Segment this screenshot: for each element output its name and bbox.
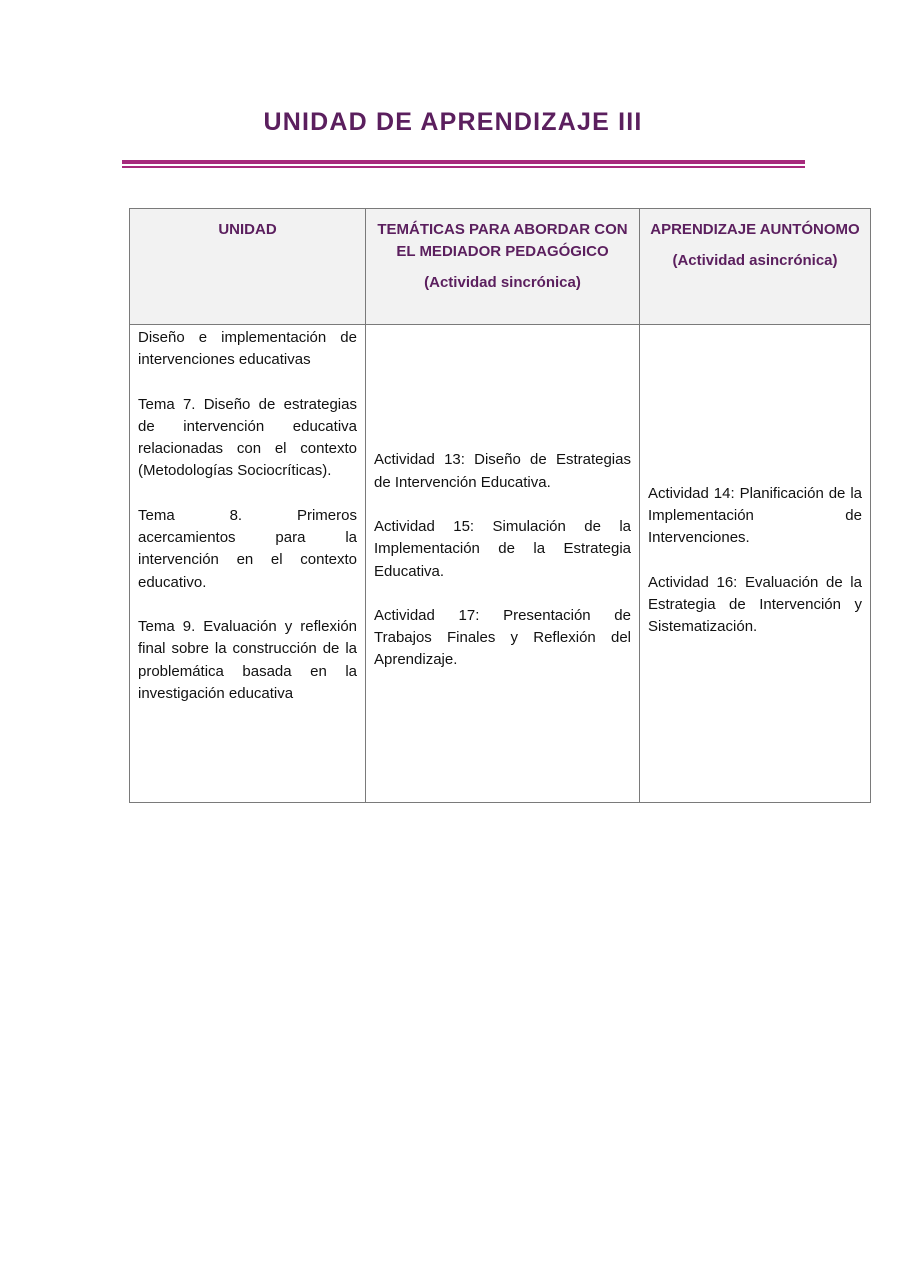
learning-unit-table: [129, 208, 871, 803]
unidad-paragraph: Diseño e implementación de intervenciones educativas: [138, 329, 357, 369]
header-tematicas: [366, 209, 640, 325]
tematicas-paragraph: Actividad 15: Simulación de la Implementación de la Estrategia Educativa.: [374, 517, 631, 580]
header-row: [130, 209, 871, 325]
aprendizaje-paragraph: Actividad 14: Planificación de la Implementación de Intervenciones.: [648, 484, 862, 547]
page-title: UNIDAD DE APRENDIZAJE III: [263, 108, 643, 136]
header-tematicas-subtitle: (Actividad sincrónica): [424, 274, 581, 291]
aprendizaje-paragraph: Actividad 16: Evaluación de la Estrategia de Intervención y Sistematización.: [648, 573, 862, 636]
header-unidad-label: UNIDAD: [218, 221, 277, 238]
table-header: [130, 209, 871, 325]
cell-unidad: [130, 325, 366, 803]
title-rule-thick: [122, 160, 805, 164]
title-rule-thin: [122, 166, 805, 168]
header-aprendizaje-label: APRENDIZAJE AUNTÓNOMO: [650, 221, 860, 238]
table-row: [130, 325, 871, 803]
header-aprendizaje-subtitle: (Actividad asincrónica): [672, 252, 838, 269]
tematicas-paragraph: Actividad 17: Presentación de Trabajos Finales y Reflexión del Aprendizaje.: [374, 606, 631, 669]
unidad-paragraph: Tema 7. Diseño de estrategias de intervención educativa relacionadas con el contexto (Metodologías Sociocríticas).: [138, 395, 357, 480]
header-tematicas-label: TEMÁTICAS PARA ABORDAR CON EL MEDIADOR PEDAGÓGICO: [377, 221, 628, 260]
table-body: [130, 325, 871, 803]
cell-tematicas: [366, 325, 640, 803]
header-unidad: [130, 209, 366, 325]
tematicas-paragraph: Actividad 13: Diseño de Estrategias de Intervención Educativa.: [374, 451, 631, 491]
unidad-paragraph: Tema 9. Evaluación y reflexión final sobre la construcción de la problemática basada en la investigación educativa: [138, 617, 357, 702]
header-aprendizaje: [640, 209, 871, 325]
cell-aprendizaje: [640, 325, 871, 803]
unidad-paragraph: Tema 8. Primeros acercamientos para la intervención en el contexto educativo.: [138, 506, 357, 591]
